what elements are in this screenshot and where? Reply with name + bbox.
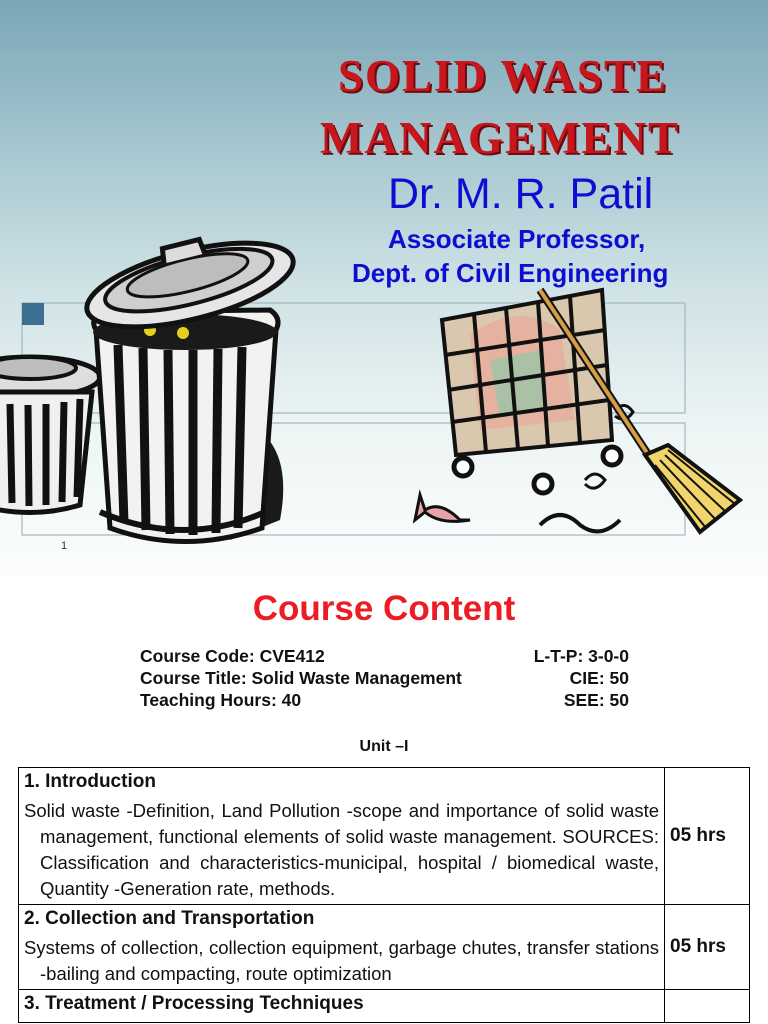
- topic-heading: 1. Introduction: [24, 771, 156, 792]
- author-department: Dept. of Civil Engineering: [352, 258, 669, 288]
- topic-body: Systems of collection, collection equipment, garbage chutes, transfer stations -bailing and compacting, route optimization: [24, 937, 659, 984]
- ltp-value: L-T-P: 3-0-0: [533, 646, 629, 666]
- table-row: [19, 990, 750, 1023]
- teaching-hours: Teaching Hours: 40: [140, 690, 302, 710]
- topic-cell: [19, 990, 665, 1023]
- fish-bone-icon: [415, 495, 470, 521]
- topic-cell: [19, 905, 665, 990]
- cie-value: CIE: 50: [569, 668, 629, 688]
- see-value: SEE: 50: [563, 690, 629, 710]
- slide-title-line2: MANAGEMENT: [320, 113, 680, 163]
- trash-can-icon: [0, 357, 100, 513]
- course-title: Course Title: Solid Waste Management: [140, 668, 462, 688]
- author-name: Dr. M. R. Patil: [388, 170, 654, 218]
- course-code: Course Code: CVE412: [140, 646, 325, 666]
- topic-heading: 2. Collection and Transportation: [24, 908, 315, 929]
- table-row: [19, 768, 750, 905]
- accent-square: [22, 303, 44, 325]
- topic-body: Solid waste -Definition, Land Pollution -scope and importance of solid waste management, functional elements of solid waste management. SOURCES: Classification and characteristics-municipal, hospital / biomedical waste, Quantity -Generation rate, methods.: [24, 800, 659, 899]
- slide-number: 1: [61, 540, 68, 552]
- table-row: [19, 905, 750, 990]
- topic-hours: 05 hrs: [665, 768, 750, 905]
- unit-heading: Unit –I: [359, 738, 409, 755]
- topic-hours: [665, 990, 750, 1023]
- topic-heading: 3. Treatment / Processing Techniques: [24, 993, 364, 1014]
- author-role: Associate Professor,: [388, 224, 646, 254]
- course-content-heading: Course Content: [252, 589, 516, 628]
- topics-table: [18, 767, 750, 1023]
- course-content-page: [0, 576, 768, 1024]
- topic-hours: 05 hrs: [665, 905, 750, 990]
- slide-title-line1: SOLID WASTE: [338, 51, 669, 101]
- topic-cell: [19, 768, 665, 905]
- garbage-cart-icon: [415, 290, 633, 531]
- trash-can-icon: [77, 219, 301, 542]
